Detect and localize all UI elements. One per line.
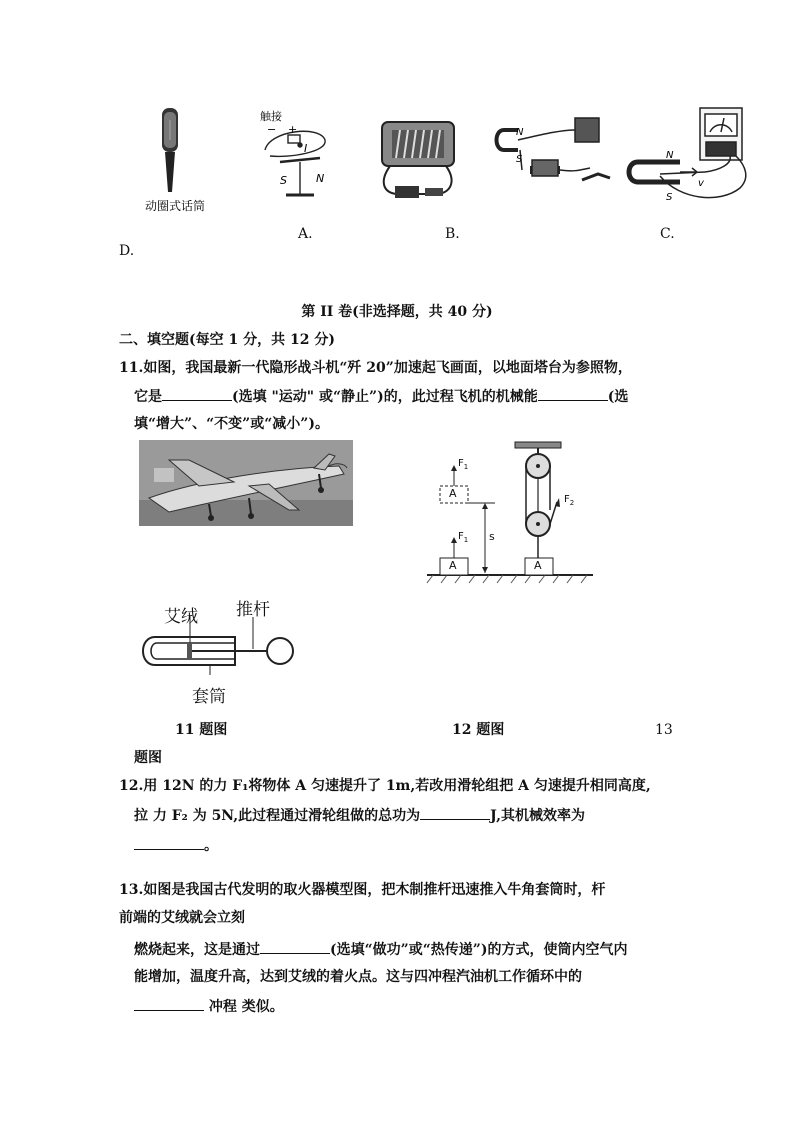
q11-blank-2[interactable] <box>538 386 608 401</box>
top-figures <box>120 100 760 220</box>
fig12-f1-top-sub: 1 <box>463 463 469 471</box>
option-c: C. <box>660 226 675 242</box>
fig12-f2: F <box>564 494 570 505</box>
option-b: B. <box>445 226 460 242</box>
q11-line2 <box>134 386 628 407</box>
option-d: D. <box>119 243 135 259</box>
option-a: A. <box>298 226 313 242</box>
fighter-jet-photo <box>139 440 353 526</box>
fig12-box-a-dashed: A <box>449 487 457 500</box>
fig12-f1-bottom-label <box>458 531 468 544</box>
fig12-f1-top-label <box>458 458 468 471</box>
q12-line2 <box>134 805 585 826</box>
q11-line2-b: (选填 "运动" 或“静止”)的，此过程飞机的机械能 <box>232 389 538 405</box>
fig-a-plus: + <box>288 123 298 136</box>
fig12-box-a-left: A <box>449 559 457 572</box>
fig12-f1-top: F <box>458 458 464 469</box>
fig-a-minus: − <box>267 123 277 136</box>
fire-piston-figure <box>135 595 305 685</box>
q13-line2: 前端的艾绒就会立刻 <box>119 910 245 926</box>
electromagnetism-figures <box>120 100 760 220</box>
q13-line5-end: 冲程 类似。 <box>204 999 284 1015</box>
fig-d-n: N <box>666 150 674 161</box>
fig-d-v: v <box>698 178 704 189</box>
fig-d-s: S <box>666 192 673 203</box>
q13-line1: 13.如图是我国古代发明的取火器模型图，把木制推杆迅速推入牛角套筒时，杆 <box>119 882 606 898</box>
figure-b <box>382 122 454 198</box>
caption-12: 12 题图 <box>452 722 505 738</box>
fig-a-title: 触接 <box>260 110 282 123</box>
fig12-f2-sub: 2 <box>569 499 575 507</box>
q12-line3-end: 。 <box>204 838 218 854</box>
fig12-f2-label <box>564 494 574 507</box>
fig-c-n: N <box>516 127 524 138</box>
fig12-box-a-right: A <box>534 559 542 572</box>
q11-line3: 填“增大”、“不变”或“减小”)。 <box>134 416 329 432</box>
caption-13-text: 题图 <box>134 750 162 766</box>
q13-line3-a: 燃烧起来，这是通过 <box>134 942 260 958</box>
q11-line1: 11.如图，我国最新一代隐形战斗机“歼 20”加速起飞画面，以地面塔台为参照物， <box>119 360 632 376</box>
microphone-icon <box>162 108 178 192</box>
figure-d <box>629 108 746 198</box>
fig-a-s: S <box>280 174 287 187</box>
q11-blank-1[interactable] <box>162 386 232 401</box>
fig-c-s: S <box>516 154 523 165</box>
q13-line3-b: (选填“做功”或“热传递”)的方式，使筒内空气内 <box>330 942 628 958</box>
q12-line2-b: J,其机械效率为 <box>490 808 586 824</box>
q13-line5 <box>134 996 284 1017</box>
fig12-s-label: s <box>489 530 495 543</box>
q13-line4: 能增加，温度升高，达到艾绒的着火点。这与四冲程汽油机工作循环中的 <box>134 969 582 985</box>
fig12-f1-bottom-sub: 1 <box>463 536 469 544</box>
fig-a-n: N <box>316 172 325 185</box>
q11-line2-a: 它是 <box>134 389 162 405</box>
microphone-label: 动圈式话筒 <box>145 199 206 213</box>
section-heading: 第 II 卷(非选择题，共 40 分) <box>301 304 493 320</box>
caption-11: 11 题图 <box>175 722 228 738</box>
fig-a-current: I <box>304 142 308 155</box>
q12-blank-2[interactable] <box>134 835 204 850</box>
q12-blank-1[interactable] <box>420 805 490 820</box>
part-two-heading: 二、填空题(每空 1 分，共 12 分) <box>119 332 335 348</box>
caption-13-number: 13 <box>655 722 673 738</box>
fig13-sleeve-label: 套筒 <box>192 687 226 707</box>
figure-a <box>265 131 325 195</box>
q12-line3 <box>134 835 218 856</box>
q13-blank-1[interactable] <box>260 939 330 954</box>
q11-line2-c: (选 <box>607 389 629 405</box>
figure-c <box>497 118 611 180</box>
fig12-f1-bottom: F <box>458 531 464 542</box>
q12-line1: 12.用 12N 的力 F₁将物体 A 匀速提升了 1m,若改用滑轮组把 A 匀速提升相同高度, <box>119 778 651 794</box>
fig13-rod-label: 推杆 <box>236 600 270 620</box>
q13-line3 <box>134 939 627 960</box>
q13-blank-2[interactable] <box>134 996 204 1011</box>
q12-line2-a: 拉 力 F₂ 为 5N,此过程通过滑轮组做的总功为 <box>134 808 421 824</box>
fig13-tinder-label: 艾绒 <box>164 607 198 627</box>
